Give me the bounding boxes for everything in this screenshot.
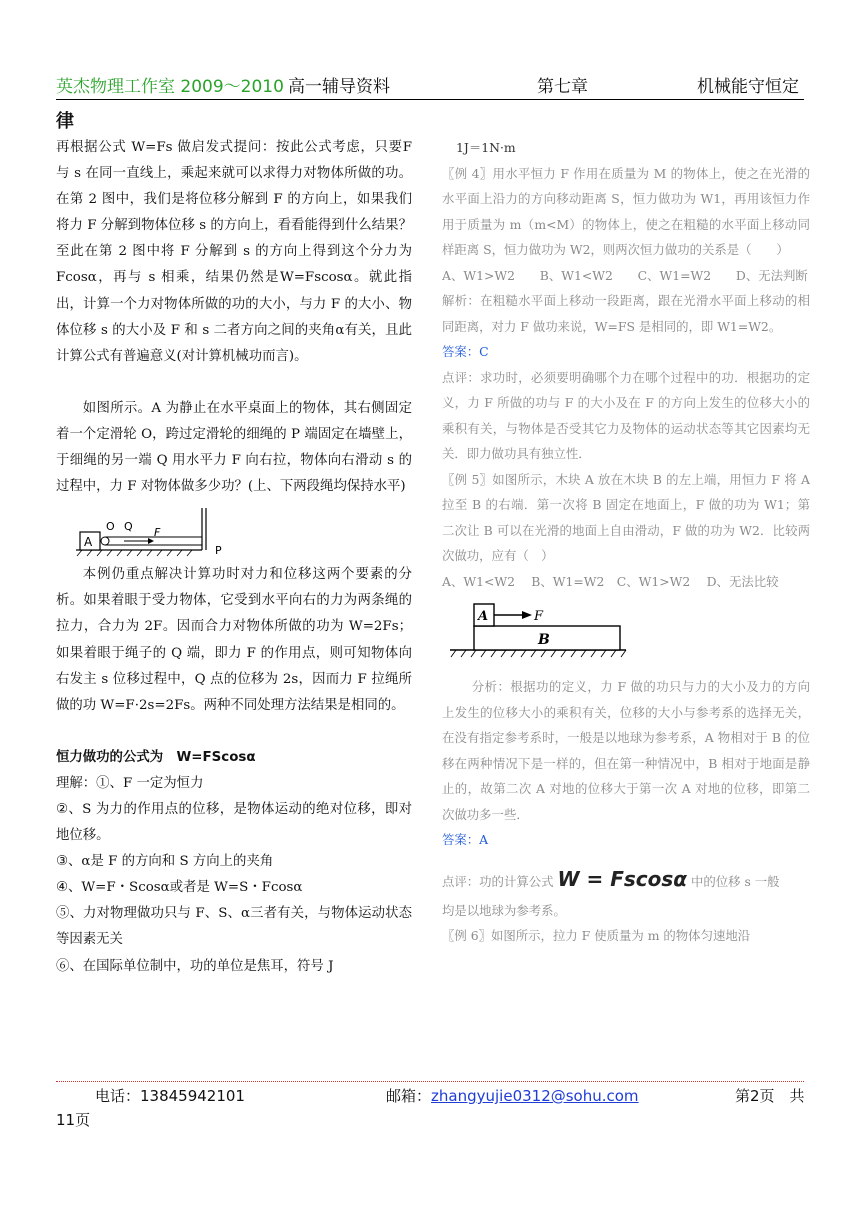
left-column <box>56 135 412 980</box>
example-5-options: A、W1<W2 B、W1=W2 C、W1>W2 D、无法比较 <box>442 573 779 589</box>
example-5-analysis: 分析：根据功的定义，力 F 做的功只与力的大小及力的方向上发生的位移大小的乘积有关，位移的大小与参考系的选择无关，在没有指定参考系时，一般是以地球为参考系，A 物相对于 B 的位移在两种情况下是一样的，但在第一种情况中，B 相对于地面是静止的，故第二次 A 对地的位移大于第一次 A 对地的位移，即第二次做功多一些． <box>442 679 810 822</box>
footer-phone: 电话：13845942101 <box>95 1087 245 1105</box>
list-item: 理解：①、F 一定为恒力 <box>56 775 204 791</box>
example-5-comment <box>442 863 810 898</box>
comment-prefix: 点评：功的计算公式 <box>442 873 554 889</box>
list-item: ②、S 为力的作用点的位移，是物体运动的绝对位移，即对地位移。 <box>56 801 412 844</box>
unit-definition: 1J＝1N·m <box>456 140 516 155</box>
header-rule <box>56 99 804 100</box>
header-studio: 英杰物理工作室 2009～2010 <box>56 77 284 97</box>
paragraph-fcos-derivation: 再根据公式 W=Fs 做启发式提问：按此公式考虑，只要F 与 s 在同一直线上，乘起来就可以求得力对物体所做的功。在第 2 图中，我们是将位移分解到 F 的方向上，如果我们将力 F 分解到物体位移 s 的方向上，看看能得到什么结果？至此在第 2 图中将 F 分解到 s 的方向上得到这个分力为 Fcosα，再与 s 相乘，结果仍然是W=Fscosα。就此指出，计算一个力对物体所做的功的大小，与力 F 的大小、物体位移 s 的大小及 F 和 s 二者方向之间的夹角α有关，且此计算公式有普遍意义(对计算机械功而言)。 <box>56 140 412 364</box>
pulley-figure <box>76 506 246 560</box>
header-subject: 高一辅导资料 <box>288 77 390 97</box>
list-item: ③、α是 F 的方向和 S 方向上的夹角 <box>56 854 274 870</box>
figure-label-f: F <box>534 609 544 624</box>
header-title: 机械能守恒定 <box>697 77 799 97</box>
header-title-continued: 律 <box>56 111 74 132</box>
example-5-question: 〖例 5〗如图所示，木块 A 放在木块 B 的左上端，用恒力 F 将 A 拉至 B 的右端．第一次将 B 固定在地面上，F 做的功为 W1；第二次让 B 可以在光滑的地面上自由滑动，F 做的功为 W2．比较两次做功，应有（ ） <box>442 471 810 563</box>
footer-total-pages: 11页 <box>56 1111 91 1129</box>
blocks-figure <box>448 600 638 666</box>
paragraph-pulley-analysis: 本例仍重点解决计算功时对力和位移这两个要素的分析。如果着眼于受力物体，它受到水平向右的力为两条绳的拉力，合力为 2F。因而合力对物体所做的功为 W=2Fs；如果着眼于绳子的 Q 端，即力 F 的作用点，则可知物体向右发主 s 位移过程中，Q 点的位移为 2s，因而力 F 拉绳所做的功 W=F·2s=2Fs。两种不同处理方法结果是相同的。 <box>56 567 412 713</box>
list-item: ⑥、在国际单位制中，功的单位是焦耳，符号 J <box>56 958 334 974</box>
example-6-question: 〖例 6〗如图所示，拉力 F 使质量为 m 的物体匀速地沿 <box>442 928 751 943</box>
footer-rule <box>56 1081 804 1082</box>
footer-page-number: 第2页 共 <box>735 1087 805 1105</box>
example-5-comment-continued: 均是以地球为参考系。 <box>442 902 566 918</box>
figure-label-p: P <box>215 544 222 558</box>
list-item: ⑤、力对物理做功只与 F、S、α三者有关，与物体运动状态等因素无关 <box>56 906 412 948</box>
list-item: ④、W=F・Scosα或者是 W=S・Fcosα <box>56 880 303 896</box>
example-5-answer: 答案：A <box>442 832 489 847</box>
figure-label-f: F <box>154 526 161 540</box>
example-4-comment: 点评：求功时，必须要明确哪个力在哪个过程中的功．根据功的定义，力 F 所做的功与 F 的大小及在 F 的方向上发生的位移大小的乘积有关，与物体是否受其它力及物体的运动状态等其它因素均无关．即力做功具有独立性． <box>442 369 810 461</box>
example-4-options: A、W1>W2 B、W1<W2 C、W1=W2 D、无法判断 <box>442 267 808 283</box>
right-column <box>442 135 810 949</box>
comment-suffix: 中的位移 s 一般 <box>690 873 780 889</box>
figure-label-q: Q <box>124 520 133 534</box>
example-4-analysis: 解析：在粗糙水平面上移动一段距离，跟在光滑水平面上移动的相同距离，对力 F 做功来说，W=FS 是相同的，即 W1=W2。 <box>442 293 810 334</box>
example-4-answer: 答案：C <box>442 344 489 359</box>
email-label: 邮箱： <box>386 1087 432 1105</box>
figure-label-b: B <box>538 632 550 648</box>
footer-email <box>386 1085 639 1106</box>
formula-heading: 恒力做功的公式为 W=FScosα <box>56 749 256 765</box>
example-4-question: 〖例 4〗用水平恒力 F 作用在质量为 M 的物体上，使之在光滑的水平面上沿力的方向移动距离 S，恒力做功为 W1，再用该恒力作用于质量为 m（m<M）的物体上，使之在粗糙的水平面上移动同样距离 S，恒力做功为 W2，则两次恒力做功的关系是（ ） <box>442 165 810 257</box>
email-link[interactable]: zhangyujie0312@sohu.com <box>431 1087 639 1105</box>
work-formula: W = Fscosα <box>557 866 688 891</box>
figure-label-a: A <box>84 535 93 550</box>
figure-label-o: O <box>106 520 115 534</box>
header-chapter: 第七章 <box>537 77 588 97</box>
paragraph-pulley-problem: 如图所示。A 为静止在水平桌面上的物体，其右侧固定着一个定滑轮 O，跨过定滑轮的细绳的 P 端固定在墙壁上，于细绳的另一端 Q 用水平力 F 向右拉，物体向右滑动 s 的过程中，力 F 对物体做多少功？(上、下两段绳均保持水平) <box>56 400 412 495</box>
figure-label-a: A <box>478 609 489 624</box>
